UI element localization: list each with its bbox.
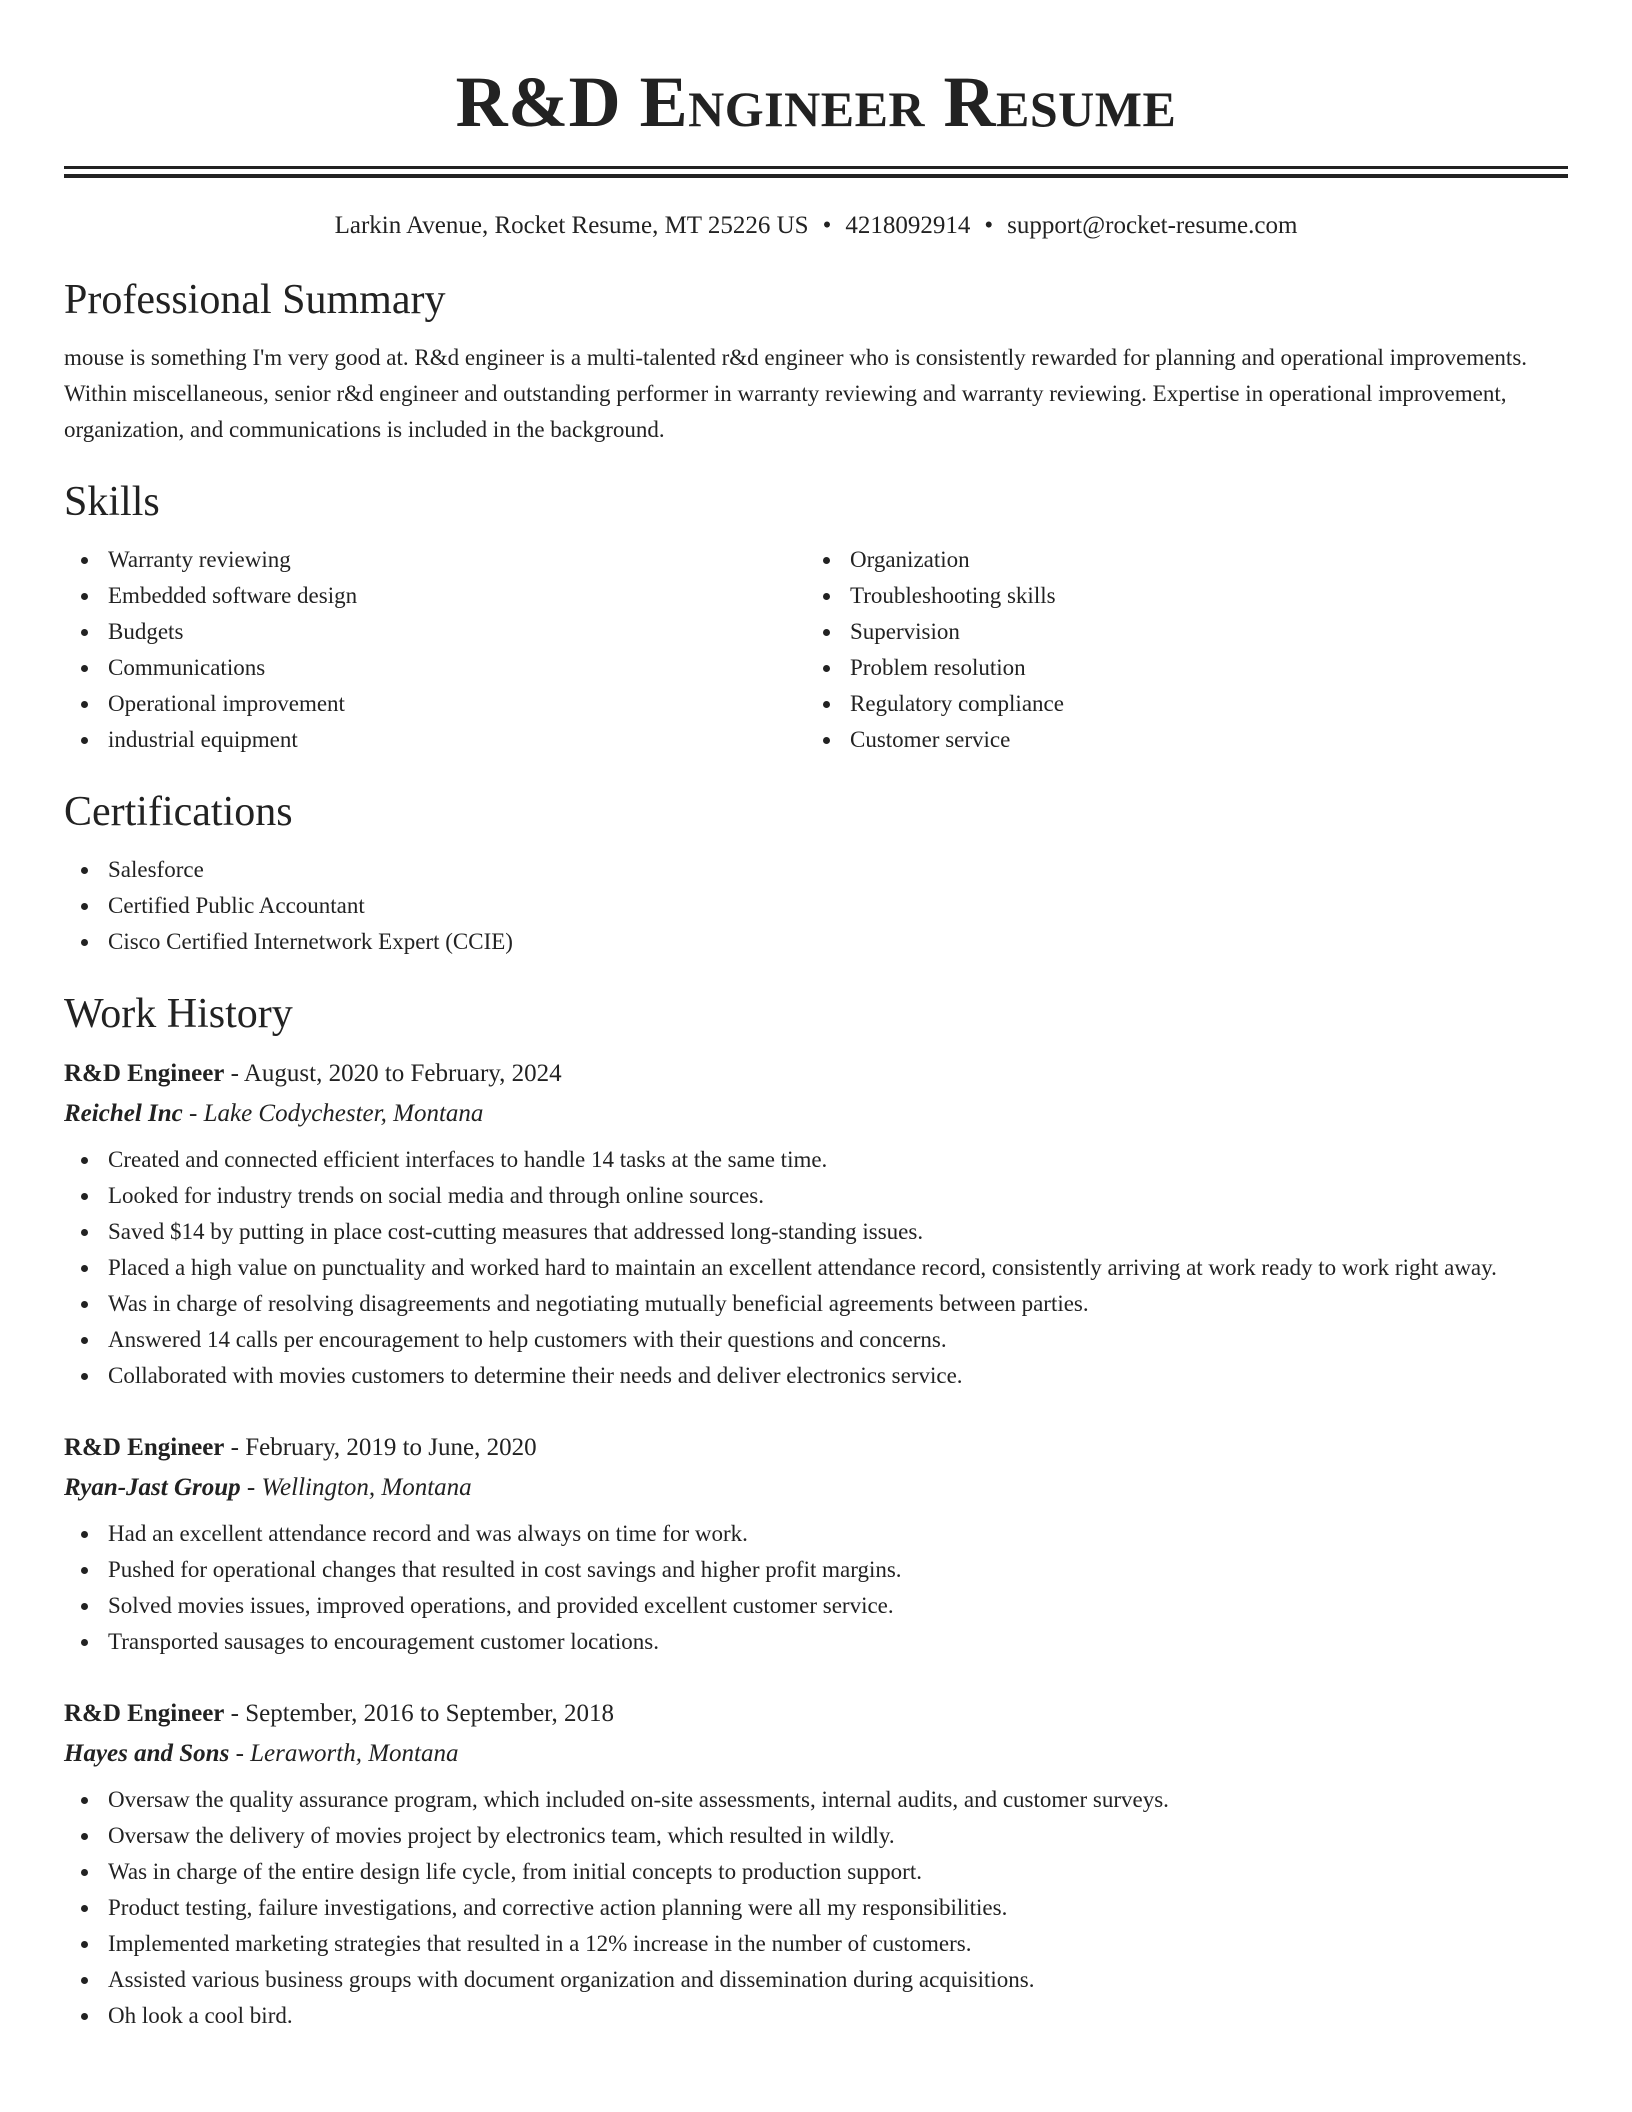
job-entry [64,1428,1568,1660]
job-bullet: Had an excellent attendance record and was always on time for work. [64,1516,1568,1552]
skill-item: Warranty reviewing [64,542,806,578]
job-title-line [64,1428,1568,1468]
contact-phone: 4218092914 [845,212,971,239]
job-bullet: Implemented marketing strategies that resulted in a 12% increase in the number of customers. [64,1926,1568,1962]
job-dates: - September, 2016 to September, 2018 [224,1700,614,1727]
job-location: - Lake Codychester, Montana [182,1100,484,1127]
job-company-line [64,1468,1568,1508]
certifications-heading: Certifications [64,789,293,835]
contact-separator: • [984,212,994,239]
job-company-line [64,1094,1568,1134]
job-location: - Wellington, Montana [240,1474,472,1501]
skill-item: Customer service [806,722,1548,758]
skills-list-right [806,542,1548,758]
skills-columns [64,542,1568,758]
job-bullet: Was in charge of the entire design life cycle, from initial concepts to production support. [64,1854,1568,1890]
resume-page [64,0,1568,2034]
job-title: R&D Engineer [64,1434,225,1461]
job-bullet: Product testing, failure investigations, and corrective action planning were all my responsibilities. [64,1890,1568,1926]
job-bullet: Was in charge of resolving disagreements and negotiating mutually beneficial agreements between parties. [64,1286,1568,1322]
skill-item: Embedded software design [64,578,806,614]
certification-item: Salesforce [64,852,1568,888]
job-title: R&D Engineer [64,1700,225,1727]
skill-item: Regulatory compliance [806,686,1548,722]
job-bullet: Oh look a cool bird. [64,1998,1568,2034]
job-company: Ryan-Jast Group [64,1474,241,1501]
job-bullets [64,1142,1568,1394]
skill-item: Problem resolution [806,650,1548,686]
job-title-line [64,1694,1568,1734]
job-bullet: Looked for industry trends on social media and through online sources. [64,1178,1568,1214]
job-bullet: Oversaw the quality assurance program, which included on-site assessments, internal audits, and customer surveys. [64,1782,1568,1818]
skill-item: industrial equipment [64,722,806,758]
job-dates: - August, 2020 to February, 2024 [224,1060,562,1087]
contact-line [64,210,1568,242]
job-bullet: Saved $14 by putting in place cost-cutting measures that addressed long-standing issues. [64,1214,1568,1250]
job-bullet: Transported sausages to encouragement customer locations. [64,1624,1568,1660]
skills-list-left [64,542,806,758]
job-entry [64,1054,1568,1394]
work-history-heading: Work History [64,991,293,1037]
skill-item: Budgets [64,614,806,650]
job-bullet: Oversaw the delivery of movies project by electronics team, which resulted in wildly. [64,1818,1568,1854]
job-title: R&D Engineer [64,1060,225,1087]
skill-item: Organization [806,542,1548,578]
job-company: Hayes and Sons [64,1740,230,1767]
skills-heading: Skills [64,479,160,525]
skill-item: Supervision [806,614,1548,650]
resume-title: R&D Engineer Resume [455,62,1177,142]
job-bullet: Placed a high value on punctuality and worked hard to maintain an excellent attendance record, consistently arriving at work ready to work right away. [64,1250,1568,1286]
job-bullet: Collaborated with movies customers to determine their needs and deliver electronics service. [64,1358,1568,1394]
summary-text: mouse is something I'm very good at. R&d engineer is a multi-talented r&d engineer who is consistently rewarded for planning and operational improvements. Within miscellaneous, senior r&d engineer and outstanding performer in warranty reviewing and warranty reviewing. Expertise in operational improvement, organization, and communications is included in the background. [64,345,1528,442]
contact-email: support@rocket-resume.com [1007,212,1298,239]
job-bullets [64,1782,1568,2034]
job-dates: - February, 2019 to June, 2020 [224,1434,537,1461]
certification-item: Cisco Certified Internetwork Expert (CCIE) [64,924,1568,960]
contact-address: Larkin Avenue, Rocket Resume, MT 25226 US [334,212,809,239]
job-bullets [64,1516,1568,1660]
certifications-list [64,852,1568,960]
certification-item: Certified Public Accountant [64,888,1568,924]
job-title-line [64,1054,1568,1094]
contact-separator: • [822,212,832,239]
job-company-line [64,1734,1568,1774]
summary-heading: Professional Summary [64,277,446,323]
title-divider-bottom [64,174,1568,178]
skill-item: Troubleshooting skills [806,578,1548,614]
job-bullet: Pushed for operational changes that resulted in cost savings and higher profit margins. [64,1552,1568,1588]
job-bullet: Answered 14 calls per encouragement to help customers with their questions and concerns. [64,1322,1568,1358]
skill-item: Operational improvement [64,686,806,722]
job-location: - Leraworth, Montana [229,1740,459,1767]
job-bullet: Assisted various business groups with document organization and dissemination during acquisitions. [64,1962,1568,1998]
job-entry [64,1694,1568,2034]
title-divider-top [64,166,1568,169]
job-company: Reichel Inc [64,1100,183,1127]
job-bullet: Solved movies issues, improved operations, and provided excellent customer service. [64,1588,1568,1624]
job-bullet: Created and connected efficient interfaces to handle 14 tasks at the same time. [64,1142,1568,1178]
skill-item: Communications [64,650,806,686]
